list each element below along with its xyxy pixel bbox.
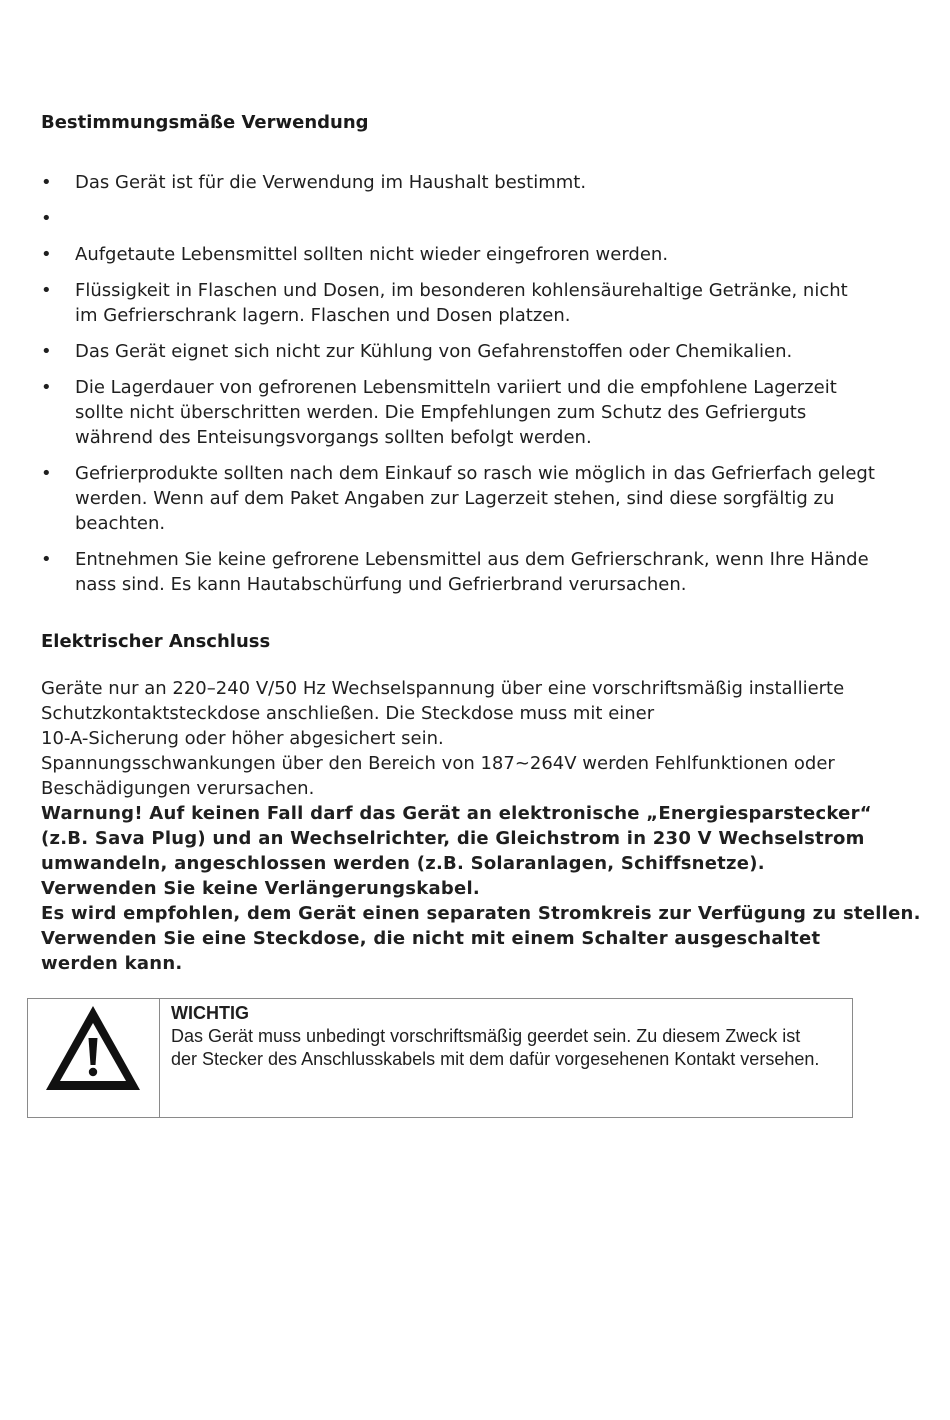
list-item-text: Das Gerät ist für die Verwendung im Haushalt bestimmt.	[75, 172, 587, 193]
voltage-line-3: 10-A-Sicherung oder höher abgesichert sein.	[41, 728, 444, 749]
section-heading-intended-use: Bestimmungsmäße Verwendung	[41, 112, 369, 133]
voltage-line-2: Schutzkontaktsteckdose anschließen. Die Steckdose muss mit einer	[41, 703, 655, 724]
list-item-text: Flüssigkeit in Flaschen und Dosen, im besonderen kohlensäurehaltige Getränke, nicht im Gefrierschrank lagern. Flaschen und Dosen platzen.	[75, 280, 848, 326]
intended-use-list	[0, 170, 950, 597]
electrical-text	[41, 676, 921, 976]
bullet-point: •	[41, 377, 52, 398]
important-notice-box	[27, 998, 853, 1118]
socket-switch-text: Verwenden Sie eine Steckdose, die nicht mit einem Schalter ausgeschaltet werden kann.	[41, 928, 821, 974]
list-item	[0, 461, 875, 536]
bullet-point: •	[41, 341, 52, 362]
separate-circuit-text: Es wird empfohlen, dem Gerät einen separaten Stromkreis zur Verfügung zu stellen.	[41, 903, 921, 924]
warning-text: Warnung! Auf keinen Fall darf das Gerät an elektronische „Energiesparstecker“ (z.B. Sava Plug) und an Wechselrichter, die Gleichstrom in 230 V Wechselstrom umwandeln, angeschlossen werden (z.B. Solaranlagen, Schiffsnetze).	[41, 803, 872, 874]
bullet-point: •	[41, 280, 52, 301]
notice-title: WICHTIG	[171, 1003, 249, 1023]
notice-icon-cell	[28, 999, 160, 1117]
voltage-fluctuation-text: Spannungsschwankungen über den Bereich von 187~264V werden Fehlfunktionen oder Beschädigungen verursachen.	[41, 753, 835, 799]
list-item-text: Die Lagerdauer von gefrorenen Lebensmitteln variiert und die empfohlene Lagerzeit sollte nicht überschritten werden. Die Empfehlungen zum Schutz des Gefrierguts während des Enteisungsvorgangs sollten befolgt werden.	[75, 377, 837, 448]
list-item	[0, 547, 875, 597]
voltage-line-1: Geräte nur an 220–240 V/50 Hz Wechselspannung über eine vorschriftsmäßig installierte	[41, 678, 845, 699]
list-item	[0, 375, 875, 450]
bullet-point: •	[41, 549, 52, 570]
section-heading-electrical: Elektrischer Anschluss	[41, 631, 271, 652]
notice-body: Das Gerät muss unbedingt vorschriftsmäßig geerdet sein. Zu diesem Zweck ist der Stecker des Anschlusskabels mit dem dafür vorgesehenen Kontakt versehen.	[171, 1026, 820, 1069]
list-item-text: Aufgetaute Lebensmittel sollten nicht wieder eingefroren werden.	[75, 244, 669, 265]
list-item-text: Gefrierprodukte sollten nach dem Einkauf so rasch wie möglich in das Gefrierfach gelegt werden. Wenn auf dem Paket Angaben zur Lagerzeit stehen, sind diese sorgfältig zu beachten.	[75, 463, 875, 534]
list-item	[0, 242, 875, 267]
list-item	[0, 278, 875, 328]
warning-triangle-icon	[42, 1002, 144, 1094]
list-item-text: Entnehmen Sie keine gefrorene Lebensmittel aus dem Gefrierschrank, wenn Ihre Hände nass sind. Es kann Hautabschürfung und Gefrierbrand verursachen.	[75, 549, 869, 595]
bullet-point: •	[41, 463, 52, 484]
list-item-text: Das Gerät eignet sich nicht zur Kühlung von Gefahrenstoffen oder Chemikalien.	[75, 341, 793, 362]
list-item	[0, 206, 875, 231]
bullet-point: •	[41, 172, 52, 193]
list-item	[0, 170, 875, 195]
bullet-point: •	[41, 208, 52, 229]
notice-text-cell	[160, 999, 831, 1117]
no-extension-text: Verwenden Sie keine Verlängerungskabel.	[41, 878, 480, 899]
bullet-point: •	[41, 244, 52, 265]
list-item	[0, 339, 875, 364]
